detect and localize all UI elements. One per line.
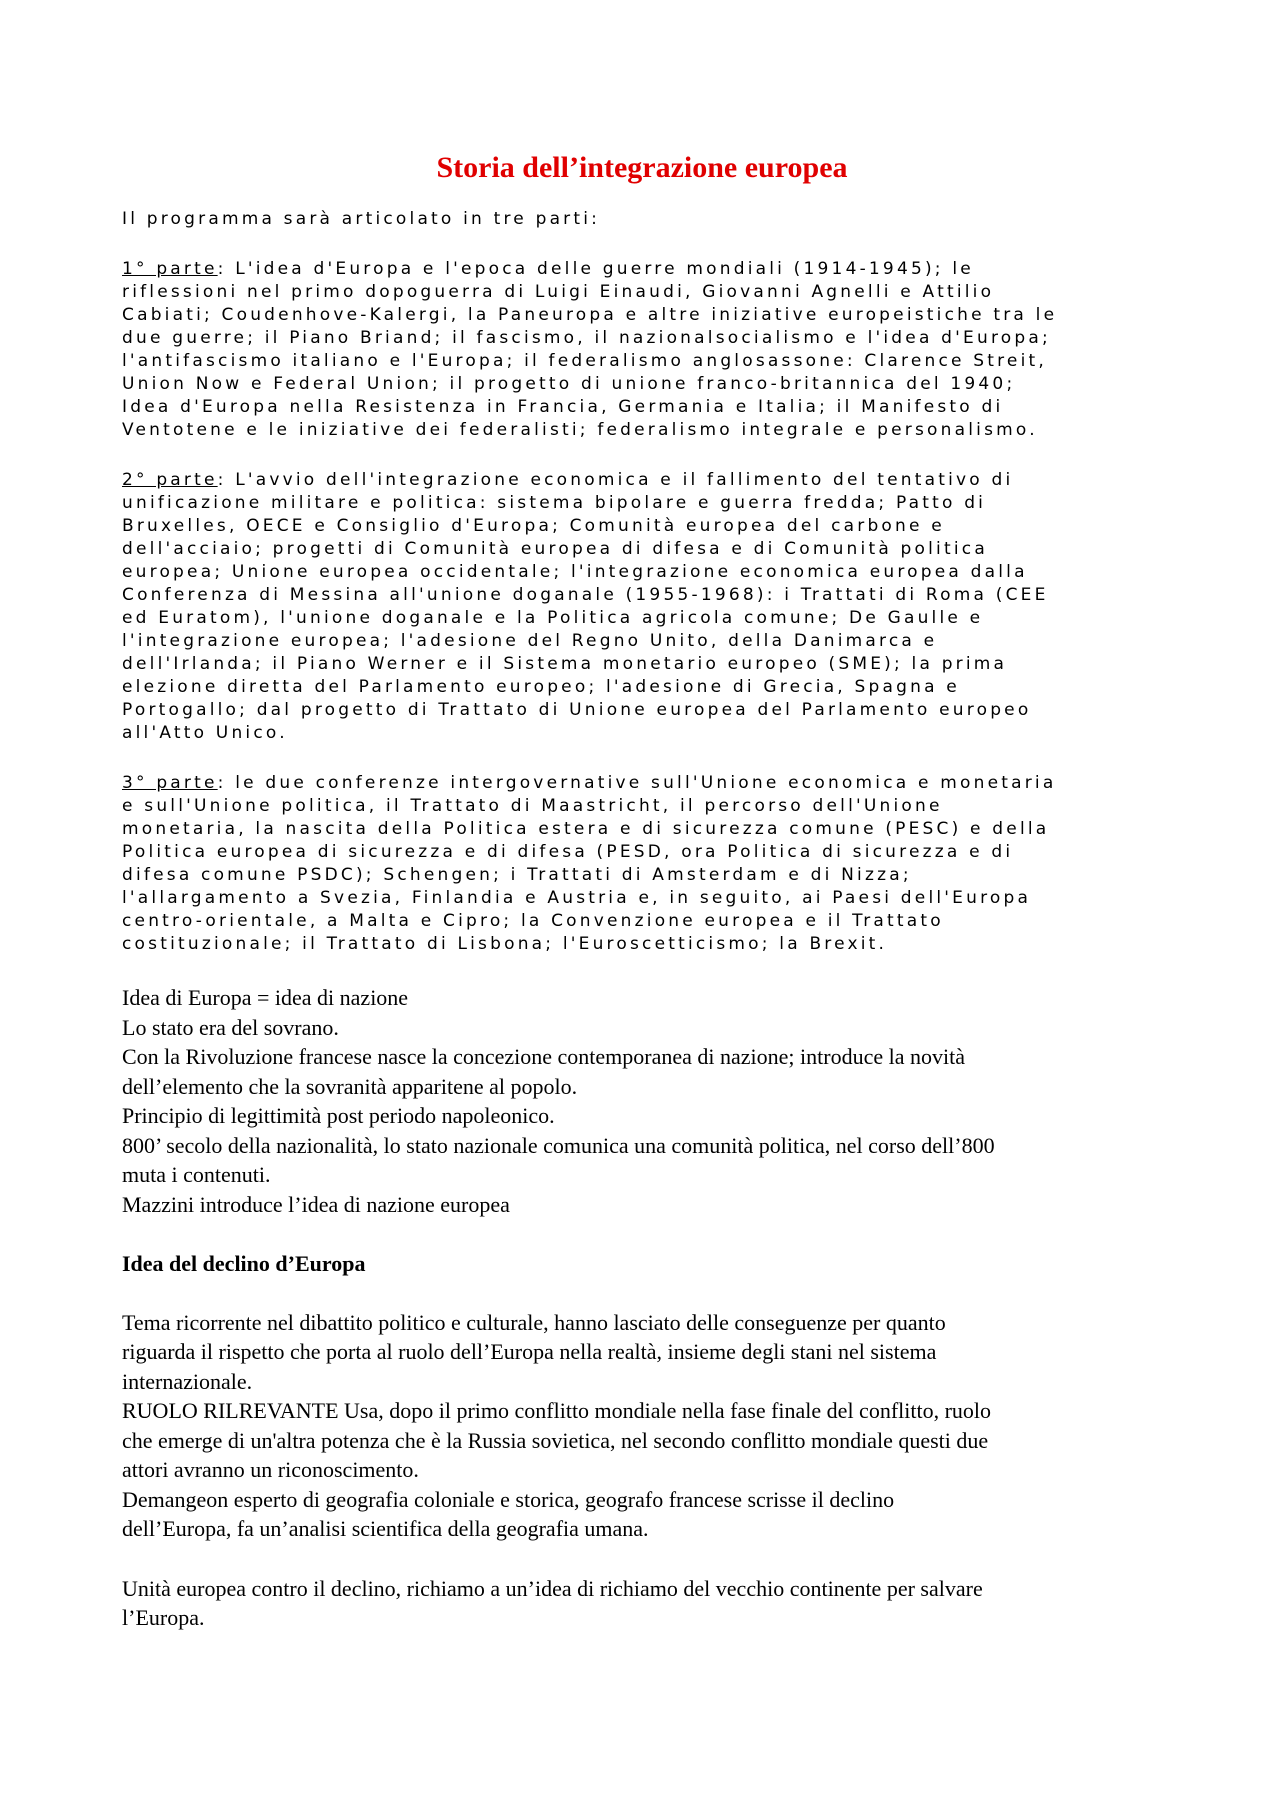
paragraph-line: Unità europea contro il declino, richiamo a un’idea di richiamo del vecchio continente per salvare (122, 1575, 983, 1601)
document-page (122, 148, 1162, 1663)
program-part-line: Cabiati; Coudenhove-Kalergi, la Paneuropa e altre iniziative europeistiche tra le (122, 305, 1058, 325)
program-part-line: costituzionale; il Trattato di Lisbona; l'Euroscetticismo; la Brexit. (122, 934, 888, 954)
program-part-line: Conferenza di Messina all'unione doganale (1955-1968): i Trattati di Roma (CEE (122, 585, 1049, 605)
program-part-line: centro-orientale, a Malta e Cipro; la Convenzione europea e il Trattato (122, 911, 944, 931)
program-part-line: Politica europea di sicurezza e di difesa (PESD, ora Politica di sicurezza e di (122, 842, 1014, 862)
paragraph-line: RUOLO RILREVANTE Usa, dopo il primo conflitto mondiale nella fase finale del conflitto, ruolo (122, 1398, 992, 1423)
part-label: 1° parte (122, 259, 218, 279)
notes-line: Principio di legittimità post periodo napoleonico. (122, 1103, 555, 1128)
program-part-line: monetaria, la nascita della Politica estera e di sicurezza comune (PESC) e della (122, 819, 1050, 839)
program-part-line: l'integrazione europea; l'adesione del Regno Unito, della Danimarca e (122, 631, 938, 651)
section-paragraph-1 (122, 1308, 1162, 1544)
program-part-line: 2° parte: L'avvio dell'integrazione economica e il fallimento del tentativo di (122, 470, 1014, 490)
program-part-line: riflessioni nel primo dopoguerra di Luigi Einaudi, Giovanni Agnelli e Attilio (122, 282, 995, 302)
program-part-line: Union Now e Federal Union; il progetto di unione franco-britannica del 1940; (122, 374, 1016, 394)
notes-line: muta i contenuti. (122, 1162, 271, 1187)
notes-line: dell’elemento che la sovranità apparitene al popolo. (122, 1073, 578, 1099)
paragraph-line: internazionale. (122, 1368, 253, 1394)
notes-line: 800’ secolo della nazionalità, lo stato nazionale comunica una comunità politica, nel corso dell’800 (122, 1132, 995, 1158)
document-title: Storia dell’integrazione europea (436, 151, 848, 184)
lecture-notes (122, 983, 1162, 1219)
paragraph-line: che emerge di un'altra potenza che è la Russia sovietica, nel secondo conflitto mondiale questi due (122, 1427, 989, 1453)
paragraph-line: attori avranno un riconoscimento. (122, 1457, 419, 1482)
paragraph-line: Tema ricorrente nel dibattito politico e culturale, hanno lasciato delle conseguenze per quanto (122, 1309, 946, 1335)
paragraph-line: l’Europa. (122, 1605, 205, 1630)
notes-line: Con la Rivoluzione francese nasce la concezione contemporanea di nazione; introduce la novità (122, 1044, 965, 1069)
program-part-3 (122, 772, 1162, 956)
program-part-line: due guerre; il Piano Briand; il fascismo, il nazionalsocialismo e l'idea d'Europa; (122, 328, 1051, 348)
paragraph-line: dell’Europa, fa un’analisi scientifica della geografia umana. (122, 1516, 649, 1541)
paragraph-line: riguarda il rispetto che porta al ruolo dell’Europa nella realtà, insieme degli stani nel sistema (122, 1339, 937, 1364)
paragraph-line: Demangeon esperto di geografia coloniale e storica, geografo francese scrisse il declino (122, 1486, 895, 1512)
program-part-line: unificazione militare e politica: sistema bipolare e guerra fredda; Patto di (122, 493, 987, 513)
program-part-line: e sull'Unione politica, il Trattato di Maastricht, il percorso dell'Unione (122, 796, 943, 816)
program-part-line: dell'Irlanda; il Piano Werner e il Sistema monetario europeo (SME); la prima (122, 654, 1008, 674)
notes-line: Idea di Europa = idea di nazione (122, 985, 409, 1010)
program-part-line: all'Atto Unico. (122, 723, 288, 743)
program-part-line: dell'acciaio; progetti di Comunità europea di difesa e di Comunità politica (122, 539, 988, 559)
program-part-line: europea; Unione europea occidentale; l'integrazione economica europea dalla (122, 562, 1028, 582)
section-paragraph-2 (122, 1574, 1162, 1633)
program-part-line: elezione diretta del Parlamento europeo; l'adesione di Grecia, Spagna e (122, 677, 960, 697)
section-heading: Idea del declino d’Europa (122, 1251, 366, 1276)
part-label: 3° parte (122, 773, 218, 793)
program-part-line: Ventotene e le iniziative dei federalisti; federalismo integrale e personalismo. (122, 420, 1038, 440)
program-part-2 (122, 469, 1162, 745)
program-part-1 (122, 258, 1162, 442)
notes-line: Lo stato era del sovrano. (122, 1014, 339, 1040)
program-part-line: 1° parte: L'idea d'Europa e l'epoca delle guerre mondiali (1914-1945); le (122, 259, 974, 279)
program-intro: Il programma sarà articolato in tre parti: (122, 209, 601, 229)
part-label: 2° parte (122, 470, 218, 490)
program-part-line: l'antifascismo italiano e l'Europa; il federalismo anglosassone: Clarence Streit, (122, 351, 1047, 371)
program-part-line: ed Euratom), l'unione doganale e la Politica agricola comune; De Gaulle e (122, 608, 984, 628)
program-part-line: Portogallo; dal progetto di Trattato di Unione europea del Parlamento europeo (122, 700, 1032, 720)
program-part-line: difesa comune PSDC); Schengen; i Trattati di Amsterdam e di Nizza; (122, 865, 912, 885)
program-part-line: Idea d'Europa nella Resistenza in Francia, Germania e Italia; il Manifesto di (122, 397, 1004, 417)
program-part-line: l'allargamento a Svezia, Finlandia e Austria e, in seguito, ai Paesi dell'Europa (122, 888, 1032, 908)
notes-line: Mazzini introduce l’idea di nazione europea (122, 1191, 510, 1217)
program-part-line: 3° parte: le due conferenze intergovernative sull'Unione economica e monetaria (122, 773, 1057, 793)
program-part-line: Bruxelles, OECE e Consiglio d'Europa; Comunità europea del carbone e (122, 516, 945, 536)
